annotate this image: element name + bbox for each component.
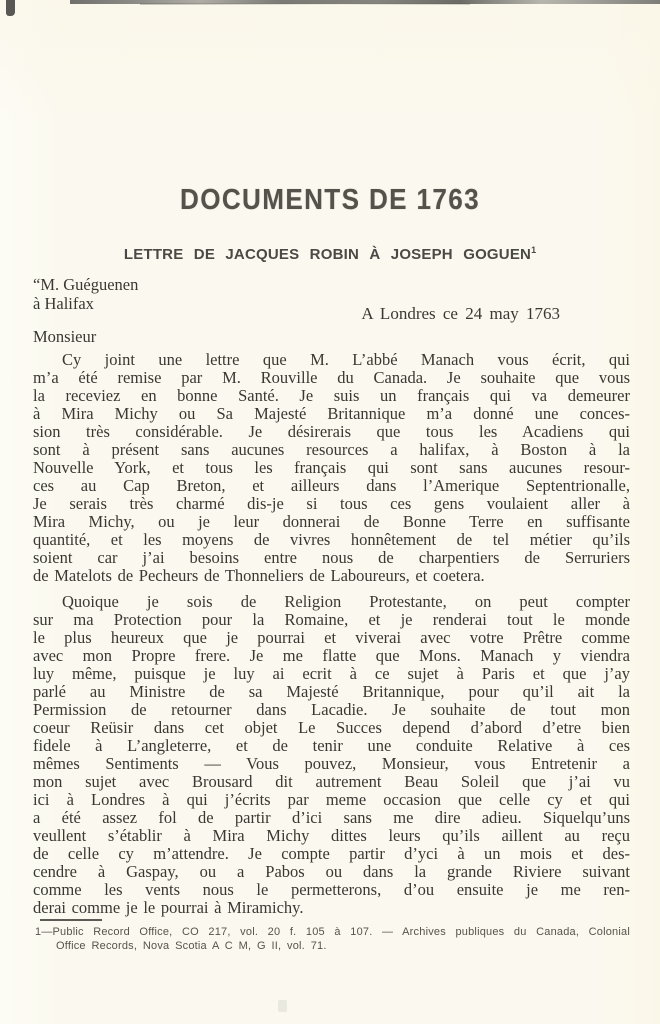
text-line: Cy joint une lettre que M. L’abbé Manach vous écrit, qui — [62, 350, 630, 369]
scan-corner-mark — [6, 0, 15, 16]
salutation: Monsieur — [33, 327, 97, 346]
text-line: avec mon Propre frere. Je me flatte que Mons. Manach y viendra — [33, 646, 630, 665]
text-line: m’a été remise par M. Rouville du Canada. Je souhaite que vous — [33, 368, 630, 387]
text-line: Je serais très charmé dis-je si tous ces gens voulaient aller à — [33, 494, 630, 513]
page-title: DOCUMENTS DE 1763 — [180, 184, 480, 216]
text-line: à Mira Michy ou Sa Majesté Britannique m’a donné une conces- — [33, 404, 630, 423]
text-line: a été assez fol de partir d’ici sans me dire adieu. Siquelqu’uns — [33, 808, 630, 827]
text-line: Mira Michy, ou je leur donnerai de Bonne Terre en suffisante — [33, 512, 630, 531]
text-line: luy même, puisque je luy ai ecrit à ce sujet à Paris et que j’ay — [33, 664, 630, 683]
text-line: Permission de retourner dans Lacadie. Je souhaite de tout mon — [33, 700, 630, 719]
text-line: ici à Londres à qui j’écrits par meme occasion que celle cy et qui — [33, 790, 630, 809]
text-line: la receviez en bonne Santé. Je suis un français qui va demeurer — [33, 386, 630, 405]
text-line: Nouvelle York, et tous les français qui sont sans aucunes resour- — [33, 458, 630, 477]
text-line: à Halifax — [33, 294, 94, 313]
text-line: “M. Guéguenen — [33, 275, 139, 294]
text-line: Quoique je sois de Religion Protestante, on peut compter — [62, 592, 630, 611]
text-line: fidele à L’angleterre, et de tenir une conduite Relative à ces — [33, 736, 630, 755]
text-line: ces au Cap Breton, et ailleurs dans l’Amerique Septentrionalle, — [33, 476, 630, 495]
text-line: soient car j’ai besoins entre nous de charpentiers de Serruriers — [33, 548, 630, 567]
text-line: 1—Public Record Office, CO 217, vol. 20 f. 105 à 107. — Archives publiques du Canada, Colonial — [35, 926, 630, 938]
text-line: de Matelots de Pecheurs de Thonneliers de Laboureurs, et coetera. — [33, 566, 485, 585]
text-line: sont à présent sans aucunes resources a halifax, à Boston à la — [33, 440, 630, 459]
text-line: le plus heureux que je pourrai et viverai avec votre Prêtre comme — [33, 628, 630, 647]
footnote-divider — [40, 919, 102, 921]
text-line: veullent s’établir à Mira Michy dittes leurs qu’ils aillent au reçu — [33, 826, 630, 845]
letter-paragraph-2 — [33, 593, 630, 917]
footnote-reference: 1 — [531, 245, 537, 255]
text-line: Office Records, Nova Scotia A C M, G II, vol. 71. — [56, 939, 327, 952]
letter-heading-text: LETTRE DE JACQUES ROBIN À JOSEPH GOGUEN — [123, 246, 532, 263]
text-line: mêmes Sentiments — Vous pouvez, Monsieur, vous Entretenir a — [33, 754, 630, 773]
text-line: parlé au Ministre de sa Majesté Britannique, pour qu’il ait la — [33, 682, 630, 701]
text-line: coeur Reüsir dans cet objet Le Succes depend d’abord d’etre bien — [33, 718, 630, 737]
text-line: derai comme je le pourrai à Miramichy. — [33, 898, 304, 917]
text-line: de celle cy m’attendre. Je compte partir d’yci à un mois et des- — [33, 844, 630, 863]
scan-smudge — [278, 1000, 287, 1012]
letter-heading — [0, 245, 660, 263]
scan-edge-artifact — [140, 3, 470, 5]
text-line: mon sujet avec Brousard dit autrement Beau Soleil que j’ai vu — [33, 772, 630, 791]
recipient-address — [33, 276, 138, 314]
letter-paragraph-1 — [33, 351, 630, 585]
text-line: sur ma Protection pour la Romaine, et je renderai tout le monde — [33, 610, 630, 629]
dateline: A Londres ce 24 may 1763 — [361, 304, 560, 323]
text-line: quantité, et les moyens de vivres honnêtement de tel métier qu’ils — [33, 530, 630, 549]
footnote — [35, 926, 630, 953]
text-line: sion très considérable. Je désirerais que tous les Acadiens qui — [33, 422, 630, 441]
text-line: comme les vents nous le permetterons, d’ou ensuite je me ren- — [33, 880, 630, 899]
text-line: cendre à Gaspay, ou a Pabos ou dans la grande Riviere suivant — [33, 862, 630, 881]
